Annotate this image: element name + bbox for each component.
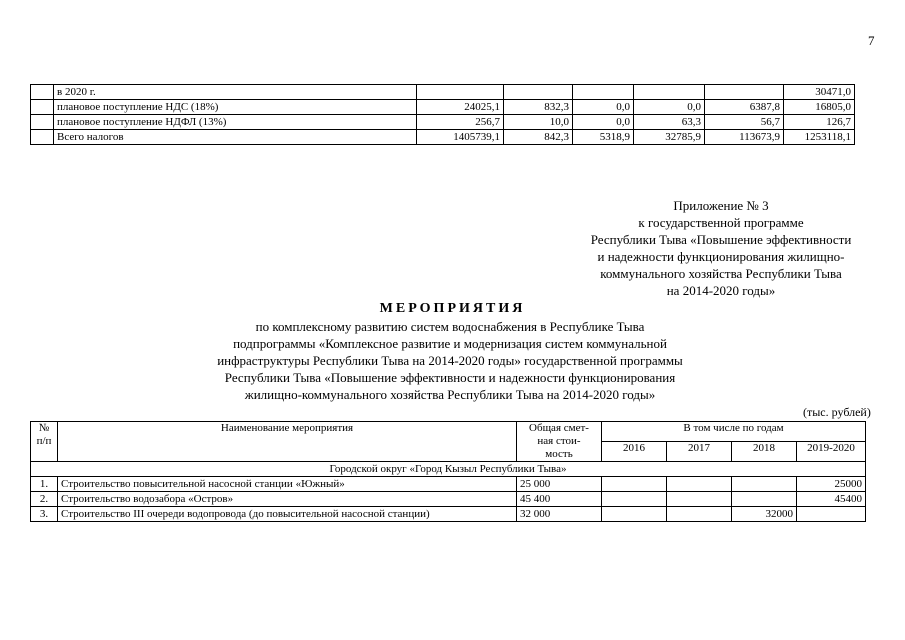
tax-value: 832,3: [504, 100, 573, 115]
appendix-line: Приложение № 3: [673, 198, 769, 213]
measure-row: [31, 507, 866, 522]
subtitle-line: инфраструктуры Республики Тыва на 2014-2020 годы» государственной программы: [217, 353, 683, 368]
tax-value: 0,0: [573, 115, 634, 130]
header-number: [31, 422, 58, 462]
measure-number: 1.: [31, 477, 58, 492]
appendix-line: и надежности функционирования жилищно-: [597, 249, 845, 264]
measure-year-value: 32000: [732, 507, 797, 522]
tax-value: 5318,9: [573, 130, 634, 145]
tax-value: 30471,0: [784, 85, 855, 100]
header-number-line: №: [38, 422, 50, 434]
appendix-line: Республики Тыва «Повышение эффективности: [590, 232, 852, 247]
tax-value: 6387,8: [705, 100, 784, 115]
tax-cell-empty: [31, 115, 54, 130]
measure-number: 3.: [31, 507, 58, 522]
header-year: 2018: [732, 442, 797, 462]
appendix-line: коммунального хозяйства Республики Тыва: [600, 266, 842, 281]
subtitle-line: жилищно-коммунального хозяйства Республики Тыва на 2014-2020 годы»: [244, 387, 656, 402]
measure-row: [31, 492, 866, 507]
tax-value: 0,0: [573, 100, 634, 115]
measure-year-value: [667, 477, 732, 492]
measure-number: 2.: [31, 492, 58, 507]
tax-value: 16805,0: [784, 100, 855, 115]
tax-label: Всего налогов: [54, 130, 417, 145]
measure-year-value: [667, 492, 732, 507]
measure-year-value: 45400: [797, 492, 866, 507]
tax-row: [31, 100, 855, 115]
tax-value: 10,0: [504, 115, 573, 130]
document-subtitle: [150, 318, 750, 403]
header-cost-line: ная стои-: [537, 435, 581, 447]
tax-value: [573, 85, 634, 100]
tax-value: 1253118,1: [784, 130, 855, 145]
tax-label: в 2020 г.: [54, 85, 417, 100]
tax-value: 126,7: [784, 115, 855, 130]
measure-year-value: [602, 507, 667, 522]
header-cost-line: мость: [545, 448, 573, 460]
measure-cost: 25 000: [517, 477, 602, 492]
tax-value: 113673,9: [705, 130, 784, 145]
measure-year-value: [732, 477, 797, 492]
tax-value: [634, 85, 705, 100]
measures-table: [30, 421, 866, 522]
tax-value: 256,7: [417, 115, 504, 130]
appendix-line: к государственной программе: [638, 215, 804, 230]
subtitle-line: подпрограммы «Комплексное развитие и модернизация систем коммунальной: [233, 336, 667, 351]
tax-value: [705, 85, 784, 100]
header-year: 2019-2020: [797, 442, 866, 462]
tax-row: [31, 115, 855, 130]
measure-cost: 45 400: [517, 492, 602, 507]
tax-value: 32785,9: [634, 130, 705, 145]
header-cost: [517, 422, 602, 462]
header-years-group: В том числе по годам: [602, 422, 866, 442]
measure-row: [31, 477, 866, 492]
units-label: (тыс. рублей): [803, 405, 871, 419]
tax-cell-empty: [31, 100, 54, 115]
appendix-block: [566, 197, 876, 299]
tax-value: 24025,1: [417, 100, 504, 115]
group-label: Городской округ «Город Кызыл Республики Тыва»: [31, 462, 866, 477]
group-row: [31, 462, 866, 477]
tax-value: 842,3: [504, 130, 573, 145]
header-year: 2017: [667, 442, 732, 462]
tax-value: 56,7: [705, 115, 784, 130]
measure-year-value: [732, 492, 797, 507]
header-cost-line: Общая смет-: [529, 422, 589, 434]
tax-label: плановое поступление НДФЛ (13%): [54, 115, 417, 130]
header-year: 2016: [602, 442, 667, 462]
tax-row: [31, 130, 855, 145]
page-number: 7: [868, 33, 875, 48]
measure-year-value: [602, 477, 667, 492]
tax-value: [417, 85, 504, 100]
measure-year-value: 25000: [797, 477, 866, 492]
measure-name: Строительство III очереди водопровода (до повысительной насосной станции): [58, 507, 517, 522]
tax-table: [30, 84, 855, 145]
tax-value: [504, 85, 573, 100]
tax-label: плановое поступление НДС (18%): [54, 100, 417, 115]
subtitle-line: по комплексному развитию систем водоснабжения в Республике Тыва: [255, 319, 645, 334]
document-title: МЕРОПРИЯТИЯ: [379, 301, 526, 316]
tax-value: 1405739,1: [417, 130, 504, 145]
tax-value: 0,0: [634, 100, 705, 115]
header-number-line: п/п: [36, 435, 52, 447]
tax-cell-empty: [31, 130, 54, 145]
header-name: Наименование мероприятия: [58, 422, 517, 462]
measure-year-value: [602, 492, 667, 507]
measure-name: Строительство повысительной насосной станции «Южный»: [58, 477, 517, 492]
measure-cost: 32 000: [517, 507, 602, 522]
tax-cell-empty: [31, 85, 54, 100]
measure-name: Строительство водозабора «Остров»: [58, 492, 517, 507]
subtitle-line: Республики Тыва «Повышение эффективности и надежности функционирования: [224, 370, 676, 385]
measure-year-value: [797, 507, 866, 522]
tax-row: [31, 85, 855, 100]
appendix-line: на 2014-2020 годы»: [666, 283, 776, 298]
tax-value: 63,3: [634, 115, 705, 130]
measure-year-value: [667, 507, 732, 522]
